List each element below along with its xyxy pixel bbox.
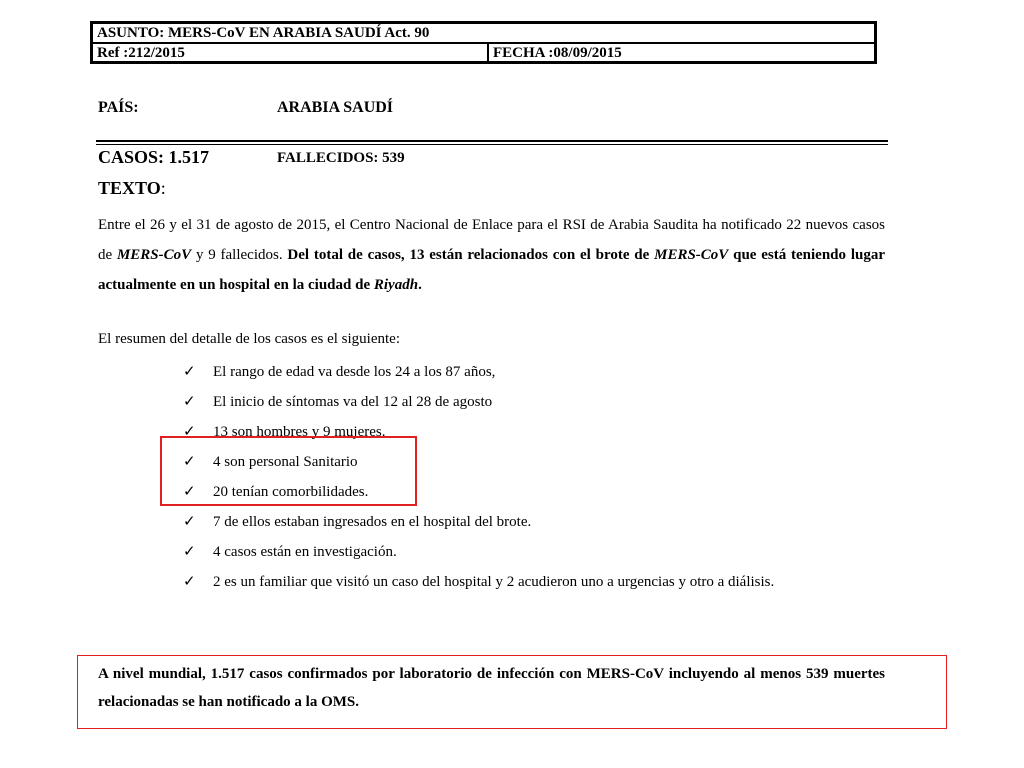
list-item: [183, 510, 774, 540]
header-box: [90, 21, 877, 64]
para-text-2: y 9 fallecidos.: [191, 247, 288, 263]
fallecidos-count: FALLECIDOS: 539: [277, 150, 405, 166]
texto-heading: [98, 178, 166, 199]
ref-fecha-row: [93, 44, 874, 62]
list-item-text: 2 es un familiar que visitó un caso del hospital y 2 acudieron uno a urgencias y otro a diálisis.: [213, 574, 775, 590]
section-rule-thin: [96, 144, 888, 145]
texto-heading-label: TEXTO: [98, 178, 161, 198]
check-icon: ✓: [183, 424, 196, 440]
check-icon: ✓: [183, 454, 196, 470]
list-item: [183, 360, 774, 390]
para-text-1: Entre el 26 y el 31 de agosto de 2015, el Centro Nacional de Enlace para el RSI de Arabia Saudita ha notificado 22 nuevos casos de: [98, 217, 885, 263]
pais-value: ARABIA SAUDÍ: [277, 99, 394, 116]
pais-label: PAÍS:: [98, 99, 139, 116]
section-rule-thick: [96, 140, 888, 142]
check-icon: ✓: [183, 394, 196, 410]
resumen-intro: El resumen del detalle de los casos es el siguiente:: [98, 331, 400, 347]
para-virus-2: MERS-CoV: [654, 247, 729, 263]
list-item-text: 20 tenían comorbilidades.: [213, 484, 369, 500]
list-item: [183, 570, 774, 600]
check-icon: ✓: [183, 364, 196, 380]
asunto-title: ASUNTO: MERS-CoV EN ARABIA SAUDÍ Act. 90: [93, 24, 874, 44]
list-item-text: El rango de edad va desde los 24 a los 87 años,: [213, 364, 496, 380]
para-bold-1: Del total de casos, 13 están relacionados con el brote de: [287, 247, 655, 263]
list-item-text: 4 son personal Sanitario: [213, 454, 358, 470]
para-city: Riyadh: [373, 277, 419, 293]
check-icon: ✓: [183, 484, 196, 500]
casos-count: CASOS: 1.517: [98, 147, 210, 167]
ref-number: Ref :212/2015: [97, 45, 185, 61]
list-item-text: 4 casos están en investigación.: [213, 544, 397, 560]
para-virus-1: MERS-CoV: [116, 247, 192, 263]
list-item-text: 7 de ellos estaban ingresados en el hospital del brote.: [213, 514, 532, 530]
texto-heading-colon: :: [160, 178, 166, 198]
check-icon: ✓: [183, 544, 196, 560]
highlight-box-sanitario: [160, 436, 417, 506]
para-end: .: [418, 277, 422, 293]
header-divider: [487, 44, 489, 62]
main-paragraph: [98, 210, 885, 300]
para-bold-2: que está teniendo lugar actualmente en un hospital en la ciudad de: [98, 247, 885, 293]
list-item: [183, 540, 774, 570]
check-icon: ✓: [183, 574, 196, 590]
list-item-text: 13 son hombres y 9 mujeres.: [213, 424, 386, 440]
fecha-date: FECHA :08/09/2015: [493, 45, 622, 61]
list-item: [183, 390, 774, 420]
list-item-text: El inicio de síntomas va del 12 al 28 de agosto: [213, 394, 493, 410]
global-summary: A nivel mundial, 1.517 casos confirmados por laboratorio de infección con MERS-CoV incluyendo al menos 539 muertes relacionadas se han notificado a la OMS.: [98, 666, 885, 710]
check-icon: ✓: [183, 514, 196, 530]
